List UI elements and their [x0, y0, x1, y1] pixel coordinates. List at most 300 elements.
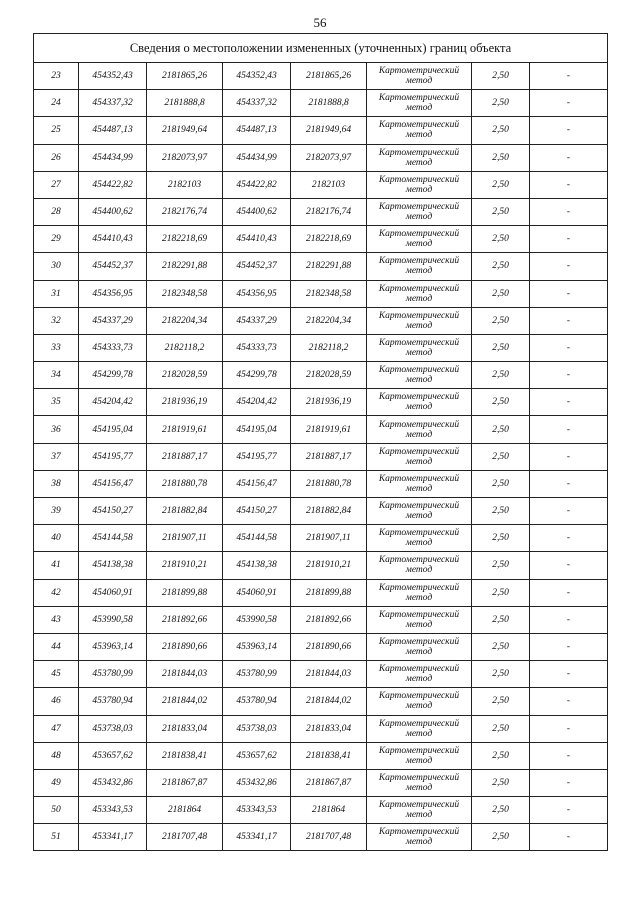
x-updated-cell: 454337,29 — [223, 307, 291, 334]
method-line-2: метод — [405, 320, 433, 331]
method-line-1: Картометрический — [378, 582, 460, 593]
method-cell — [367, 742, 472, 769]
y-existing-cell: 2181882,84 — [147, 498, 223, 525]
method-line-1: Картометрический — [378, 609, 460, 620]
x-existing-cell: 454195,77 — [79, 443, 147, 470]
x-existing-cell: 454452,37 — [79, 253, 147, 280]
table-row — [34, 769, 608, 796]
method-line-2: метод — [405, 212, 433, 223]
method-line-2: метод — [405, 538, 433, 549]
table-row — [34, 198, 608, 225]
note-cell: - — [530, 334, 608, 361]
table-body — [34, 63, 608, 851]
point-number-cell: 24 — [34, 90, 79, 117]
method-line-1: Картометрический — [378, 664, 460, 675]
point-number-cell: 33 — [34, 334, 79, 361]
y-existing-cell: 2182348,58 — [147, 280, 223, 307]
method-cell — [367, 389, 472, 416]
method-cell — [367, 144, 472, 171]
y-updated-cell: 2181888,8 — [291, 90, 367, 117]
point-number-cell: 29 — [34, 226, 79, 253]
table-row — [34, 334, 608, 361]
table-row — [34, 443, 608, 470]
method-line-1: Картометрический — [378, 745, 460, 756]
method-line-2: метод — [405, 511, 433, 522]
precision-cell: 2,50 — [472, 416, 530, 443]
y-existing-cell: 2182176,74 — [147, 198, 223, 225]
method-cell — [367, 90, 472, 117]
precision-cell: 2,50 — [472, 171, 530, 198]
note-cell: - — [530, 253, 608, 280]
table-row — [34, 688, 608, 715]
x-existing-cell: 454487,13 — [79, 117, 147, 144]
x-existing-cell: 454204,42 — [79, 389, 147, 416]
x-updated-cell: 453341,17 — [223, 824, 291, 851]
method-line-1: Картометрический — [378, 691, 460, 702]
x-existing-cell: 454299,78 — [79, 362, 147, 389]
y-updated-cell: 2181910,21 — [291, 552, 367, 579]
method-line-2: метод — [405, 402, 433, 413]
method-cell — [367, 797, 472, 824]
y-updated-cell: 2182348,58 — [291, 280, 367, 307]
table-row — [34, 742, 608, 769]
table-row — [34, 797, 608, 824]
method-cell — [367, 824, 472, 851]
point-number-cell: 46 — [34, 688, 79, 715]
note-cell: - — [530, 90, 608, 117]
point-number-cell: 40 — [34, 525, 79, 552]
note-cell: - — [530, 144, 608, 171]
precision-cell: 2,50 — [472, 498, 530, 525]
y-updated-cell: 2182204,34 — [291, 307, 367, 334]
method-cell — [367, 280, 472, 307]
method-line-1: Картометрический — [378, 174, 460, 185]
method-line-2: метод — [405, 647, 433, 658]
method-line-2: метод — [405, 130, 433, 141]
table-row — [34, 171, 608, 198]
method-cell — [367, 334, 472, 361]
y-updated-cell: 2181887,17 — [291, 443, 367, 470]
precision-cell: 2,50 — [472, 606, 530, 633]
note-cell: - — [530, 117, 608, 144]
method-line-2: метод — [405, 456, 433, 467]
note-cell: - — [530, 633, 608, 660]
y-existing-cell: 2181844,02 — [147, 688, 223, 715]
precision-cell: 2,50 — [472, 633, 530, 660]
table-row — [34, 715, 608, 742]
y-updated-cell: 2181919,61 — [291, 416, 367, 443]
method-cell — [367, 579, 472, 606]
precision-cell: 2,50 — [472, 769, 530, 796]
x-updated-cell: 453963,14 — [223, 633, 291, 660]
table-row — [34, 362, 608, 389]
y-existing-cell: 2181887,17 — [147, 443, 223, 470]
method-line-2: метод — [405, 592, 433, 603]
table-row — [34, 253, 608, 280]
method-line-2: метод — [405, 347, 433, 358]
note-cell: - — [530, 443, 608, 470]
y-existing-cell: 2181910,21 — [147, 552, 223, 579]
precision-cell: 2,50 — [472, 661, 530, 688]
y-existing-cell: 2181864 — [147, 797, 223, 824]
table-row — [34, 280, 608, 307]
table-row — [34, 552, 608, 579]
note-cell: - — [530, 606, 608, 633]
x-existing-cell: 454400,62 — [79, 198, 147, 225]
point-number-cell: 47 — [34, 715, 79, 742]
method-cell — [367, 606, 472, 633]
x-updated-cell: 454352,43 — [223, 63, 291, 90]
x-existing-cell: 454195,04 — [79, 416, 147, 443]
x-updated-cell: 454434,99 — [223, 144, 291, 171]
precision-cell: 2,50 — [472, 226, 530, 253]
x-updated-cell: 454195,04 — [223, 416, 291, 443]
method-cell — [367, 525, 472, 552]
method-line-2: метод — [405, 266, 433, 277]
x-updated-cell: 453780,94 — [223, 688, 291, 715]
table-row — [34, 661, 608, 688]
method-line-1: Картометрический — [378, 147, 460, 158]
method-line-2: метод — [405, 837, 433, 848]
note-cell: - — [530, 824, 608, 851]
y-existing-cell: 2181865,26 — [147, 63, 223, 90]
method-line-2: метод — [405, 239, 433, 250]
point-number-cell: 35 — [34, 389, 79, 416]
method-cell — [367, 416, 472, 443]
point-number-cell: 38 — [34, 470, 79, 497]
method-line-1: Картометрический — [378, 365, 460, 376]
point-number-cell: 37 — [34, 443, 79, 470]
x-updated-cell: 453738,03 — [223, 715, 291, 742]
x-updated-cell: 453343,53 — [223, 797, 291, 824]
y-updated-cell: 2181867,87 — [291, 769, 367, 796]
precision-cell: 2,50 — [472, 280, 530, 307]
note-cell: - — [530, 498, 608, 525]
x-existing-cell: 454352,43 — [79, 63, 147, 90]
method-line-1: Картометрический — [378, 202, 460, 213]
y-existing-cell: 2181907,11 — [147, 525, 223, 552]
note-cell: - — [530, 525, 608, 552]
x-existing-cell: 454422,82 — [79, 171, 147, 198]
precision-cell: 2,50 — [472, 334, 530, 361]
point-number-cell: 30 — [34, 253, 79, 280]
x-existing-cell: 454410,43 — [79, 226, 147, 253]
x-existing-cell: 454333,73 — [79, 334, 147, 361]
precision-cell: 2,50 — [472, 90, 530, 117]
method-line-1: Картометрический — [378, 501, 460, 512]
method-line-1: Картометрический — [378, 256, 460, 267]
method-line-2: метод — [405, 157, 433, 168]
note-cell: - — [530, 470, 608, 497]
method-cell — [367, 633, 472, 660]
y-existing-cell: 2181867,87 — [147, 769, 223, 796]
y-updated-cell: 2181838,41 — [291, 742, 367, 769]
point-number-cell: 25 — [34, 117, 79, 144]
y-existing-cell: 2181833,04 — [147, 715, 223, 742]
table-row — [34, 117, 608, 144]
method-line-1: Картометрический — [378, 473, 460, 484]
precision-cell: 2,50 — [472, 307, 530, 334]
table-row — [34, 307, 608, 334]
table-row — [34, 470, 608, 497]
y-updated-cell: 2181844,02 — [291, 688, 367, 715]
precision-cell: 2,50 — [472, 824, 530, 851]
precision-cell: 2,50 — [472, 198, 530, 225]
method-cell — [367, 661, 472, 688]
method-line-1: Картометрический — [378, 446, 460, 457]
x-existing-cell: 453341,17 — [79, 824, 147, 851]
method-line-1: Картометрический — [378, 528, 460, 539]
method-line-1: Картометрический — [378, 718, 460, 729]
point-number-cell: 42 — [34, 579, 79, 606]
method-cell — [367, 63, 472, 90]
y-updated-cell: 2181936,19 — [291, 389, 367, 416]
y-existing-cell: 2182028,59 — [147, 362, 223, 389]
point-number-cell: 41 — [34, 552, 79, 579]
note-cell: - — [530, 389, 608, 416]
method-line-2: метод — [405, 619, 433, 630]
y-updated-cell: 2182218,69 — [291, 226, 367, 253]
method-line-1: Картометрический — [378, 827, 460, 838]
y-existing-cell: 2182291,88 — [147, 253, 223, 280]
boundary-coordinates-table — [33, 33, 608, 851]
table-title: Сведения о местоположении измененных (уточненных) границ объекта — [34, 34, 608, 63]
y-existing-cell: 2181919,61 — [147, 416, 223, 443]
x-updated-cell: 454356,95 — [223, 280, 291, 307]
x-existing-cell: 453963,14 — [79, 633, 147, 660]
method-cell — [367, 198, 472, 225]
y-existing-cell: 2182073,97 — [147, 144, 223, 171]
method-line-2: метод — [405, 755, 433, 766]
x-updated-cell: 453657,62 — [223, 742, 291, 769]
method-line-1: Картометрический — [378, 555, 460, 566]
table-row — [34, 606, 608, 633]
method-line-2: метод — [405, 728, 433, 739]
y-existing-cell: 2182118,2 — [147, 334, 223, 361]
method-cell — [367, 117, 472, 144]
y-existing-cell: 2181707,48 — [147, 824, 223, 851]
precision-cell: 2,50 — [472, 552, 530, 579]
method-line-1: Картометрический — [378, 337, 460, 348]
method-line-2: метод — [405, 674, 433, 685]
x-updated-cell: 454156,47 — [223, 470, 291, 497]
point-number-cell: 43 — [34, 606, 79, 633]
x-updated-cell: 454060,91 — [223, 579, 291, 606]
x-updated-cell: 454400,62 — [223, 198, 291, 225]
method-line-2: метод — [405, 782, 433, 793]
point-number-cell: 28 — [34, 198, 79, 225]
x-existing-cell: 454144,58 — [79, 525, 147, 552]
y-updated-cell: 2181880,78 — [291, 470, 367, 497]
y-existing-cell: 2181844,03 — [147, 661, 223, 688]
method-line-1: Картометрический — [378, 419, 460, 430]
page-number: 56 — [313, 15, 327, 30]
precision-cell: 2,50 — [472, 715, 530, 742]
method-line-2: метод — [405, 103, 433, 114]
y-updated-cell: 2181892,66 — [291, 606, 367, 633]
method-cell — [367, 498, 472, 525]
table-row — [34, 579, 608, 606]
x-existing-cell: 453657,62 — [79, 742, 147, 769]
method-line-1: Картометрический — [378, 800, 460, 811]
point-number-cell: 26 — [34, 144, 79, 171]
y-existing-cell: 2182103 — [147, 171, 223, 198]
table-row — [34, 824, 608, 851]
precision-cell: 2,50 — [472, 688, 530, 715]
table-row — [34, 416, 608, 443]
y-updated-cell: 2182073,97 — [291, 144, 367, 171]
method-line-1: Картометрический — [378, 637, 460, 648]
note-cell: - — [530, 715, 608, 742]
point-number-cell: 39 — [34, 498, 79, 525]
x-existing-cell: 453780,99 — [79, 661, 147, 688]
point-number-cell: 34 — [34, 362, 79, 389]
precision-cell: 2,50 — [472, 742, 530, 769]
method-line-1: Картометрический — [378, 93, 460, 104]
method-cell — [367, 715, 472, 742]
table-row — [34, 498, 608, 525]
y-existing-cell: 2181892,66 — [147, 606, 223, 633]
method-cell — [367, 226, 472, 253]
x-updated-cell: 454410,43 — [223, 226, 291, 253]
y-updated-cell: 2182103 — [291, 171, 367, 198]
method-line-1: Картометрический — [378, 66, 460, 77]
precision-cell: 2,50 — [472, 63, 530, 90]
table-row — [34, 389, 608, 416]
table-row — [34, 525, 608, 552]
note-cell: - — [530, 797, 608, 824]
method-line-1: Картометрический — [378, 310, 460, 321]
y-updated-cell: 2182176,74 — [291, 198, 367, 225]
table-row — [34, 90, 608, 117]
note-cell: - — [530, 661, 608, 688]
point-number-cell: 44 — [34, 633, 79, 660]
x-updated-cell: 454487,13 — [223, 117, 291, 144]
point-number-cell: 45 — [34, 661, 79, 688]
point-number-cell: 51 — [34, 824, 79, 851]
method-line-2: метод — [405, 565, 433, 576]
method-cell — [367, 171, 472, 198]
method-cell — [367, 362, 472, 389]
note-cell: - — [530, 769, 608, 796]
x-updated-cell: 453990,58 — [223, 606, 291, 633]
table-row — [34, 226, 608, 253]
precision-cell: 2,50 — [472, 144, 530, 171]
y-updated-cell: 2181882,84 — [291, 498, 367, 525]
point-number-cell: 31 — [34, 280, 79, 307]
y-updated-cell: 2181907,11 — [291, 525, 367, 552]
y-existing-cell: 2182204,34 — [147, 307, 223, 334]
method-line-2: метод — [405, 76, 433, 87]
x-existing-cell: 454356,95 — [79, 280, 147, 307]
x-updated-cell: 453780,99 — [223, 661, 291, 688]
note-cell: - — [530, 688, 608, 715]
precision-cell: 2,50 — [472, 579, 530, 606]
note-cell: - — [530, 742, 608, 769]
y-existing-cell: 2181880,78 — [147, 470, 223, 497]
precision-cell: 2,50 — [472, 525, 530, 552]
y-updated-cell: 2181899,88 — [291, 579, 367, 606]
y-existing-cell: 2181888,8 — [147, 90, 223, 117]
x-updated-cell: 454452,37 — [223, 253, 291, 280]
precision-cell: 2,50 — [472, 253, 530, 280]
point-number-cell: 27 — [34, 171, 79, 198]
method-cell — [367, 307, 472, 334]
method-line-2: метод — [405, 429, 433, 440]
x-existing-cell: 454337,32 — [79, 90, 147, 117]
precision-cell: 2,50 — [472, 362, 530, 389]
method-cell — [367, 470, 472, 497]
method-line-1: Картометрический — [378, 120, 460, 131]
precision-cell: 2,50 — [472, 117, 530, 144]
y-updated-cell: 2182028,59 — [291, 362, 367, 389]
note-cell: - — [530, 579, 608, 606]
table-row — [34, 633, 608, 660]
method-line-2: метод — [405, 810, 433, 821]
note-cell: - — [530, 63, 608, 90]
x-existing-cell: 453738,03 — [79, 715, 147, 742]
y-updated-cell: 2181949,64 — [291, 117, 367, 144]
point-number-cell: 32 — [34, 307, 79, 334]
note-cell: - — [530, 171, 608, 198]
y-updated-cell: 2182291,88 — [291, 253, 367, 280]
note-cell: - — [530, 280, 608, 307]
note-cell: - — [530, 362, 608, 389]
method-line-1: Картометрический — [378, 392, 460, 403]
x-updated-cell: 454337,32 — [223, 90, 291, 117]
x-existing-cell: 454434,99 — [79, 144, 147, 171]
precision-cell: 2,50 — [472, 797, 530, 824]
table-title-row — [34, 34, 608, 63]
method-cell — [367, 688, 472, 715]
point-number-cell: 50 — [34, 797, 79, 824]
x-updated-cell: 454299,78 — [223, 362, 291, 389]
table-row — [34, 63, 608, 90]
method-cell — [367, 552, 472, 579]
method-cell — [367, 769, 472, 796]
y-updated-cell: 2181844,03 — [291, 661, 367, 688]
x-updated-cell: 454144,58 — [223, 525, 291, 552]
note-cell: - — [530, 552, 608, 579]
table-row — [34, 144, 608, 171]
method-line-2: метод — [405, 375, 433, 386]
x-existing-cell: 454337,29 — [79, 307, 147, 334]
x-existing-cell: 454156,47 — [79, 470, 147, 497]
y-updated-cell: 2181864 — [291, 797, 367, 824]
x-updated-cell: 454150,27 — [223, 498, 291, 525]
point-number-cell: 36 — [34, 416, 79, 443]
x-existing-cell: 453780,94 — [79, 688, 147, 715]
method-cell — [367, 443, 472, 470]
x-existing-cell: 453432,86 — [79, 769, 147, 796]
x-updated-cell: 454422,82 — [223, 171, 291, 198]
y-updated-cell: 2181707,48 — [291, 824, 367, 851]
x-updated-cell: 454204,42 — [223, 389, 291, 416]
y-updated-cell: 2181833,04 — [291, 715, 367, 742]
y-existing-cell: 2182218,69 — [147, 226, 223, 253]
x-existing-cell: 453343,53 — [79, 797, 147, 824]
method-line-2: метод — [405, 701, 433, 712]
method-line-1: Картометрический — [378, 772, 460, 783]
method-line-2: метод — [405, 184, 433, 195]
x-existing-cell: 454150,27 — [79, 498, 147, 525]
y-updated-cell: 2182118,2 — [291, 334, 367, 361]
y-existing-cell: 2181899,88 — [147, 579, 223, 606]
x-updated-cell: 454195,77 — [223, 443, 291, 470]
y-existing-cell: 2181936,19 — [147, 389, 223, 416]
y-existing-cell: 2181890,66 — [147, 633, 223, 660]
x-updated-cell: 453432,86 — [223, 769, 291, 796]
